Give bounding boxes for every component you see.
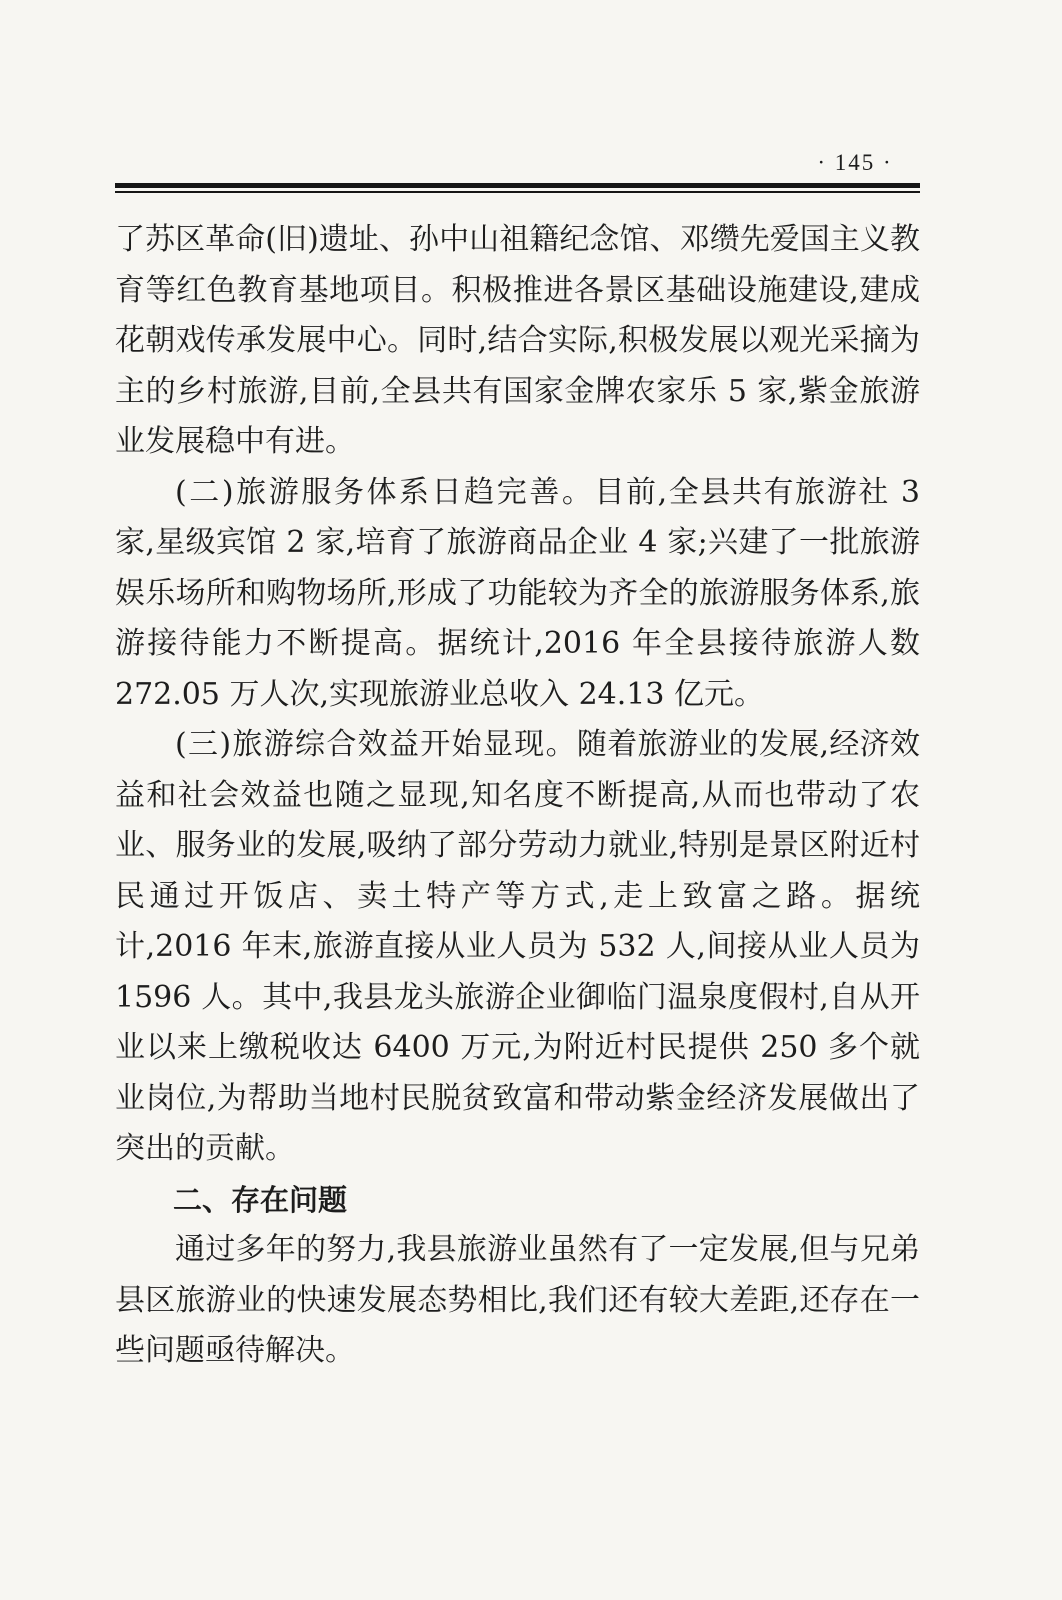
- paragraph-tourism-benefits: [115, 720, 920, 1175]
- page-number: · 145 ·: [817, 150, 893, 175]
- section-heading: 二、存在问题: [173, 1182, 348, 1217]
- header-rule-thick: [115, 183, 920, 188]
- subsection-lead-3: (三)旅游综合效益开始显现。: [175, 727, 577, 762]
- paragraph-continued: 了苏区革命(旧)遗址、孙中山祖籍纪念馆、邓缵先爱国主义教育等红色教育基地项目。积极推进各景区基础设施建设,建成花朝戏传承发展中心。同时,结合实际,积极发展以观光采摘为主的乡村旅游,目前,全县共有国家金牌农家乐 5 家,紫金旅游业发展稳中有进。: [115, 222, 920, 459]
- subsection-lead-2: (二)旅游服务体系日趋完善。: [175, 474, 595, 510]
- paragraph-body-2: 目前,全县共有旅游社 3 家,星级宾馆 2 家,培育了旅游商品企业 4 家;兴建了一批旅游娱乐场所和购物场所,形成了功能较为齐全的旅游服务体系,旅游接待能力不断提高。据统计,2016 年全县接待旅游人数 272.05 万人次,实现旅游业总收入 24.13 亿元。: [115, 474, 920, 712]
- paragraph-problems-intro: 通过多年的努力,我县旅游业虽然有了一定发展,但与兄弟县区旅游业的快速发展态势相比,我们还有较大差距,还存在一些问题亟待解决。: [115, 1232, 920, 1368]
- paragraph-tourism-services: [115, 468, 920, 721]
- header-rule-thin: [115, 191, 920, 193]
- body-text: [115, 215, 920, 1377]
- paragraph-body-3: 随着旅游业的发展,经济效益和社会效益也随之显现,知名度不断提高,从而也带动了农业、服务业的发展,吸纳了部分劳动力就业,特别是景区附近村民通过开饭店、卖土特产等方式,走上致富之路。据统计,2016 年末,旅游直接从业人员为 532 人,间接从业人员为 1596 人。其中,我县龙头旅游企业御临门温泉度假村,自从开业以来上缴税收达 6400 万元,为附近村民提供 250 多个就业岗位,为帮助当地村民脱贫致富和带动紫金经济发展做出了突出的贡献。: [115, 727, 920, 1166]
